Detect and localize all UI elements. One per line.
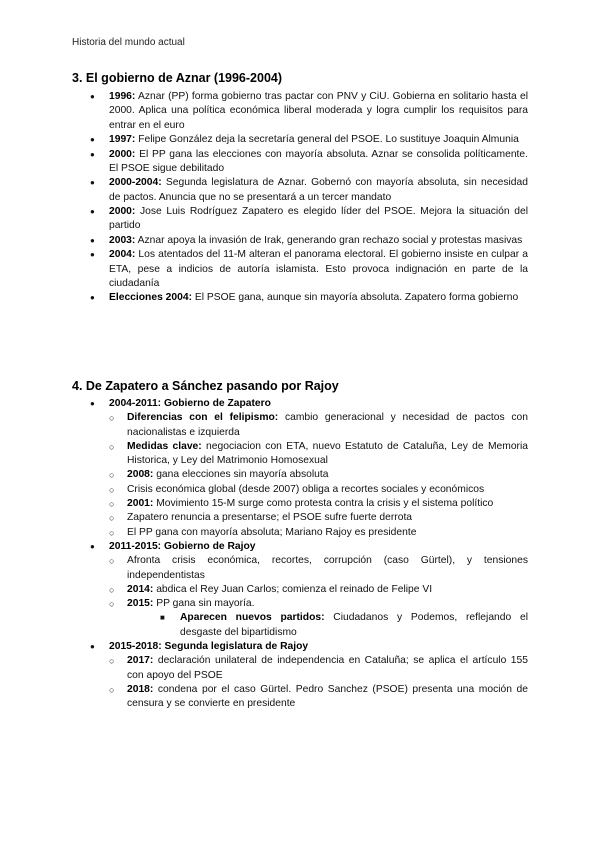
item-text: negociacion con ETA, nuevo Estatuto de Cataluña, Ley de Memoria Historica, y Ley del Matrimonio Homosexual [127, 440, 528, 467]
item-text: Afronta crisis económica, recortes, corrupción (caso Gürtel), y tensiones independentistas [127, 555, 528, 581]
bullet-icon: ● [90, 235, 95, 245]
bullet-icon: ● [90, 178, 95, 188]
item-label: Medidas clave: [127, 440, 202, 452]
item-year: 2000: [109, 206, 136, 218]
list-item [90, 440, 528, 469]
group-heading-text: 2015-2018: Segunda legislatura de Rajoy [109, 641, 309, 653]
list-item [90, 654, 528, 683]
item-label: 2017: [127, 655, 154, 667]
group-heading [90, 540, 528, 554]
list-item [90, 205, 528, 234]
section-3-title: 3. El gobierno de Aznar (1996-2004) [72, 71, 283, 85]
list-item [90, 176, 528, 205]
item-text: declaración unilateral de independencia en Cataluña; se aplica el artículo 155 con apoyo del PSOE [127, 655, 528, 681]
circle-bullet-icon: ○ [109, 499, 115, 510]
group-heading-text: 2004-2011: Gobierno de Zapatero [109, 398, 271, 409]
item-text: Felipe González deja la secretaría general del PSOE. Lo sustituye Joaquin Almunia [135, 134, 519, 146]
bullet-icon: ● [90, 642, 95, 652]
item-text: PP gana sin mayoría. [153, 598, 255, 610]
item-year: 2003: [109, 234, 136, 246]
list-item [90, 597, 528, 611]
section-3-list [90, 90, 528, 306]
circle-bullet-icon: ○ [109, 599, 115, 610]
bullet-icon: ● [90, 92, 95, 101]
bullet-icon: ● [90, 149, 95, 159]
page-header: Historia del mundo actual [72, 37, 185, 48]
circle-bullet-icon: ○ [109, 584, 115, 595]
bullet-icon: ● [90, 207, 95, 217]
item-label: 2014: [127, 583, 154, 595]
item-label: Diferencias con el felipismo: [127, 412, 279, 424]
item-text: Aznar apoya la invasión de Irak, generando gran rechazo social y protestas masivas [135, 234, 523, 246]
circle-bullet-icon: ○ [109, 684, 115, 695]
circle-bullet-icon: ○ [109, 413, 115, 424]
section-4-list [90, 397, 528, 712]
list-item [90, 411, 528, 440]
bullet-icon: ● [90, 541, 95, 551]
circle-bullet-icon: ○ [109, 656, 115, 667]
bullet-icon: ● [90, 399, 95, 408]
item-text: Segunda legislatura de Aznar. Gobernó con mayoría absoluta, sin necesidad de pactos. Anuncia que no se presentará a un tercer mandato [109, 177, 528, 203]
list-item [90, 583, 528, 597]
list-item [90, 683, 528, 712]
list-item [90, 90, 528, 133]
item-year: 2000: [109, 148, 136, 160]
group-heading [90, 397, 528, 411]
item-text: El PP gana con mayoría absoluta; Mariano Rajoy es presidente [127, 526, 417, 538]
list-item [90, 554, 528, 583]
square-bullet-icon: ■ [160, 613, 165, 623]
item-text: Aznar (PP) forma gobierno tras pactar con PNV y CiU. Gobierna en solitario hasta el 2000. Aplica una política económica liberal moderada y logra cumplir los requisitos para entrar en el euro [109, 91, 528, 131]
item-text: El PSOE gana, aunque sin mayoría absoluta. Zapatero forma gobierno [192, 292, 519, 304]
circle-bullet-icon: ○ [109, 556, 115, 567]
list-subitem [90, 611, 528, 640]
list-item [90, 497, 528, 511]
group-heading-text: 2011-2015: Gobierno de Rajoy [109, 540, 256, 552]
item-text: cambio generacional y necesidad de pactos con nacionalistas e izquierda [127, 412, 528, 438]
section-4-title: 4. De Zapatero a Sánchez pasando por Rajoy [72, 379, 339, 393]
circle-bullet-icon: ○ [109, 527, 115, 538]
list-item [90, 133, 528, 147]
list-item [90, 234, 528, 248]
bullet-icon: ● [90, 135, 95, 145]
item-text: condena por el caso Gürtel. Pedro Sanchez (PSOE) presenta una moción de censura y se convierte en presidente [127, 683, 528, 710]
list-item [90, 483, 528, 497]
item-text: Zapatero renuncia a presentarse; el PSOE sufre fuerte derrota [127, 512, 413, 524]
item-text: Crisis económica global (desde 2007) obliga a recortes sociales y económicos [127, 483, 485, 495]
bullet-icon: ● [90, 250, 95, 260]
list-item [90, 468, 528, 482]
list-item [90, 148, 528, 177]
list-item [90, 248, 528, 291]
item-text: Ciudadanos y Podemos, reflejando el desgaste del bipartidismo [180, 612, 528, 638]
item-year: 1997: [109, 134, 136, 146]
item-label: 2015: [127, 598, 154, 610]
item-text: Movimiento 15-M surge como protesta contra la crisis y el sistema político [153, 498, 494, 510]
list-item [90, 511, 528, 525]
circle-bullet-icon: ○ [109, 441, 115, 452]
item-year: Elecciones 2004: [109, 292, 192, 304]
item-text: abdica el Rey Juan Carlos; comienza el reinado de Felipe VI [153, 583, 433, 595]
list-item [90, 291, 528, 305]
item-label: 2018: [127, 683, 154, 695]
item-label: 2001: [127, 498, 154, 510]
circle-bullet-icon: ○ [109, 470, 115, 481]
circle-bullet-icon: ○ [109, 484, 115, 495]
list-item [90, 526, 528, 540]
group-heading [90, 640, 528, 654]
item-label: Aparecen nuevos partidos: [180, 612, 325, 624]
item-text: Jose Luis Rodríguez Zapatero es elegido líder del PSOE. Mejora la situación del partido [109, 206, 528, 232]
bullet-icon: ● [90, 293, 95, 303]
item-text: El PP gana las elecciones con mayoría absoluta. Aznar se consolida políticamente. El PSOE sigue debilitado [109, 148, 528, 174]
item-year: 1996: [109, 91, 136, 102]
item-year: 2000-2004: [109, 177, 162, 189]
item-text: Los atentados del 11-M alteran el panorama electoral. El gobierno insiste en culpar a ETA, pese a indicios de autoría islamista. Esto provoca indignación en parte de la ciudadanía [109, 249, 528, 289]
item-text: gana elecciones sin mayoría absoluta [153, 469, 329, 481]
item-year: 2004: [109, 249, 136, 261]
item-label: 2008: [127, 469, 154, 481]
circle-bullet-icon: ○ [109, 513, 115, 524]
